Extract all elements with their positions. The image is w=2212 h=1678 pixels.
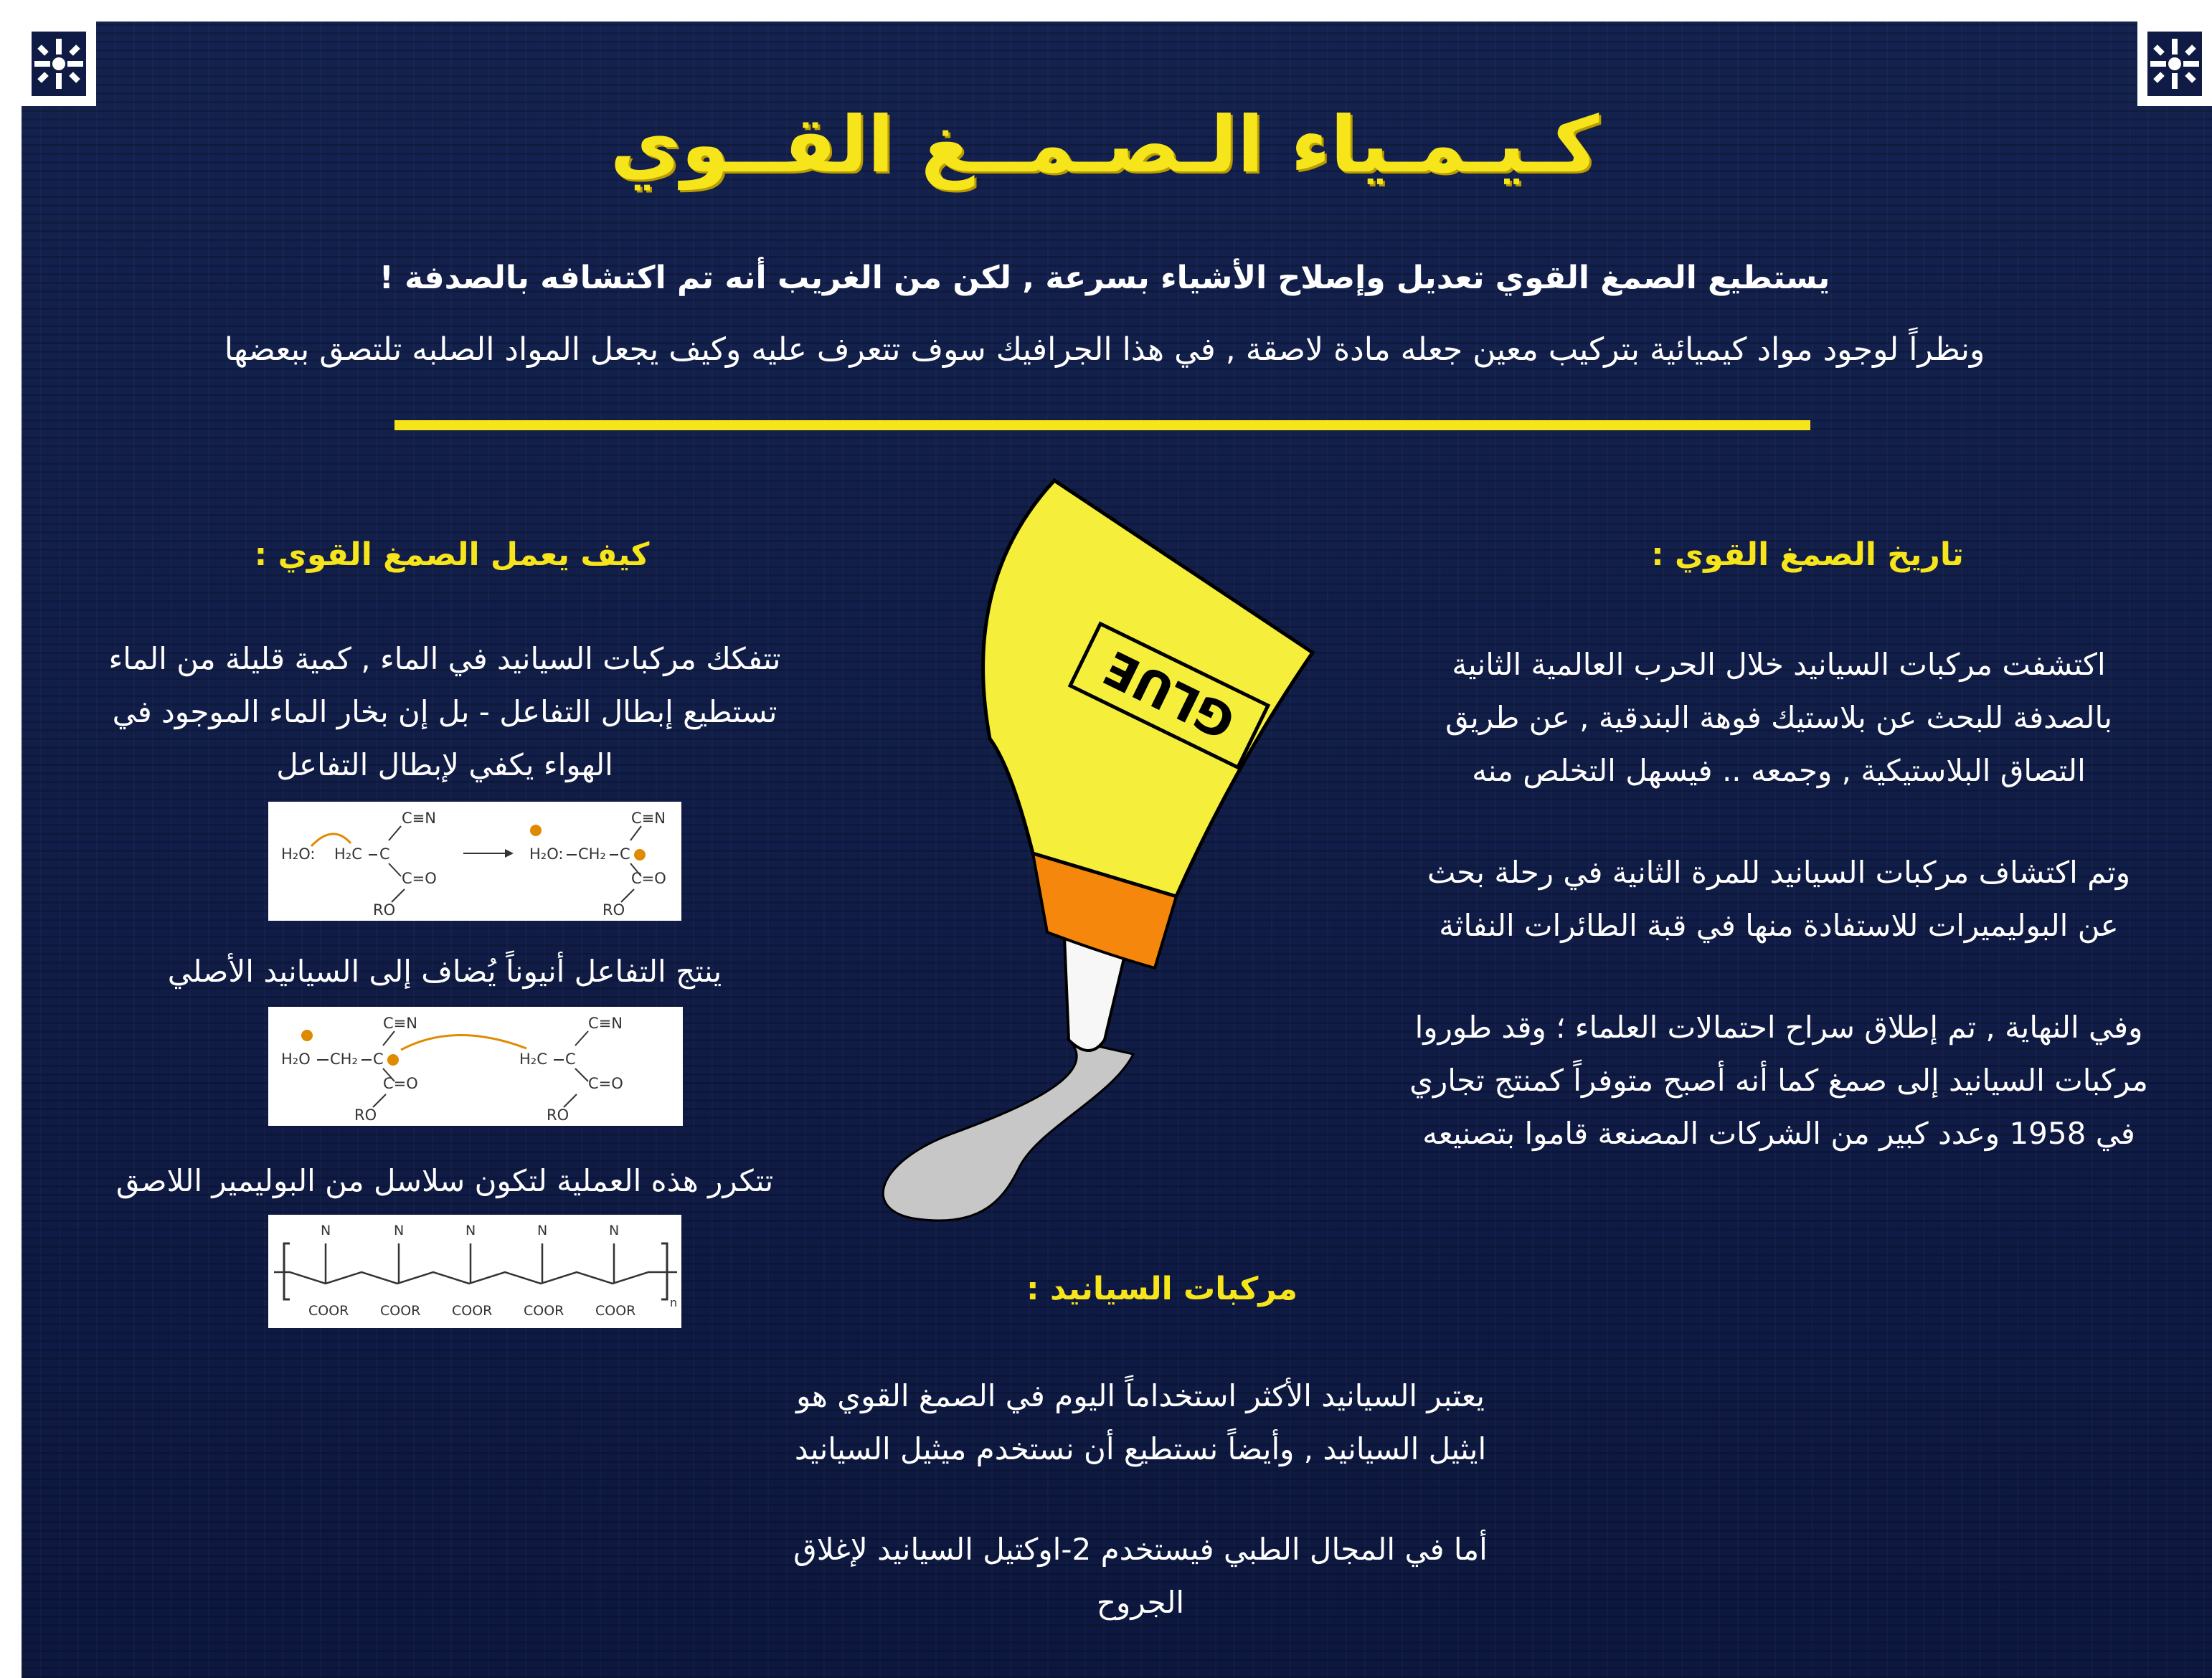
nitrile-label-2: C≡N — [631, 810, 666, 827]
carbon-label: C — [379, 845, 390, 863]
carbonyl-label-2: C=O — [631, 870, 666, 887]
page-title: كـيـمـياء الـصـمــغ القــوي — [610, 100, 1599, 190]
intro-line-1: يستطيع الصمغ القوي تعديل وإصلاح الأشياء بسرعة , لكن من الغريب أنه تم اكتشافه بالصدفة ! — [379, 260, 1830, 296]
nitrogen-label: N — [537, 1223, 548, 1238]
carbonyl-label-2: C=O — [588, 1075, 623, 1092]
nitrogen-label: N — [609, 1223, 620, 1238]
ornament-icon — [22, 22, 96, 106]
ro-label: RO — [354, 1106, 377, 1124]
cyanide-para-2: أما في المجال الطبي فيستخدم 2-اوكتيل السيانيد لإغلاق الجروح — [793, 1532, 1488, 1620]
how-it-works-heading: كيف يعمل الصمغ القوي : — [254, 536, 650, 573]
carbanion-label: C — [373, 1051, 384, 1068]
polymer-diagram — [268, 1215, 681, 1328]
carbonyl-label: C=O — [402, 870, 437, 887]
cyanide-heading: مركبات السيانيد : — [1026, 1271, 1298, 1307]
h2o-label: H₂O: — [281, 845, 316, 863]
coor-label: COOR — [524, 1303, 564, 1319]
h2o-label: H₂O — [281, 1051, 311, 1068]
nitrile-label: C≡N — [383, 1015, 417, 1032]
carbanion-label: C — [620, 845, 630, 863]
glue-drip-icon — [883, 1040, 1133, 1220]
how-it-works-para-2: ينتج التفاعل أنيوناً يُضاف إلى السيانيد الأصلي — [167, 954, 722, 989]
nitrogen-label: N — [465, 1223, 476, 1238]
h2c-label: H₂C — [334, 845, 362, 863]
glue-label-text: GLUE — [1095, 639, 1244, 750]
how-it-works-para-3: تتكرر هذه العملية لتكون سلاسل من البوليمير اللاصق — [115, 1163, 774, 1198]
ro-label: RO — [373, 901, 396, 919]
divider-line — [394, 420, 1810, 430]
ornament-icon — [2137, 22, 2212, 106]
ro-label-2: RO — [602, 901, 625, 919]
history-para-3: وفي النهاية , تم إطلاق سراح احتمالات العلماء ؛ وقد طوروا مركبات السيانيد إلى صمغ كما أنه أصبح متوفراً كمنتج تجاري في 1958 وعدد كبير من الشركات المصنعة قاموا بتصنيعه — [1409, 1010, 2148, 1151]
glue-tube-illustration — [832, 466, 1348, 1241]
subscript-n: n — [670, 1296, 678, 1309]
coor-label: COOR — [595, 1303, 636, 1319]
carbonyl-label: C=O — [383, 1075, 418, 1092]
coor-label: COOR — [308, 1303, 349, 1319]
how-it-works-para-1: تتفكك مركبات السيانيد في الماء , كمية قليلة من الماء تستطيع إبطال التفاعل - بل إن بخار الماء الموجود في الهواء يكفي لإبطال التفاعل — [108, 641, 781, 782]
coor-label: COOR — [452, 1303, 493, 1319]
coor-label: COOR — [380, 1303, 421, 1319]
ornament-top-left — [22, 22, 96, 106]
cyanide-para-1: يعتبر السيانيد الأكثر استخداماً اليوم في الصمغ القوي هو ايثيل السيانيد , وأيضاً نستطيع أن نستخدم ميثيل السيانيد — [794, 1378, 1487, 1466]
history-para-2: وتم اكتشاف مركبات السيانيد للمرة الثانية في رحلة بحث عن البوليميرات للاستفادة منها في قبة الطائرات النفاثة — [1427, 855, 2131, 943]
history-para-1: اكتشفت مركبات السيانيد خلال الحرب العالمية الثانية بالصدفة للبحث عن بلاستيك فوهة البندقية , عن طريق التصاق البلاستيكية , وجمعه .. فيسهل التخلص منه — [1445, 647, 2112, 788]
ornament-top-right — [2137, 22, 2212, 106]
nitrile-label-2: C≡N — [588, 1015, 623, 1032]
h2c-label: H₂C — [519, 1051, 547, 1068]
ch2-label: CH₂ — [578, 845, 606, 863]
ch2-label: CH₂ — [330, 1051, 358, 1068]
nitrile-label: C≡N — [402, 810, 436, 827]
history-heading: تاريخ الصمغ القوي : — [1651, 536, 1964, 573]
intro-line-2: ونظراً لوجود مواد كيميائية بتركيب معين جعله مادة لاصقة , في هذا الجرافيك سوف تتعرف عليه وكيف يجعل المواد الصلبه تلتصق ببعضها — [224, 331, 1985, 368]
nitrogen-label: N — [321, 1223, 331, 1238]
h2o-cation-label: H₂O: — [529, 845, 564, 863]
nitrogen-label: N — [394, 1223, 405, 1238]
reaction-diagram-2 — [268, 1007, 683, 1126]
reaction-diagram-1 — [268, 802, 681, 921]
ro-label-2: RO — [547, 1106, 569, 1124]
carbon-label: C — [565, 1051, 576, 1068]
